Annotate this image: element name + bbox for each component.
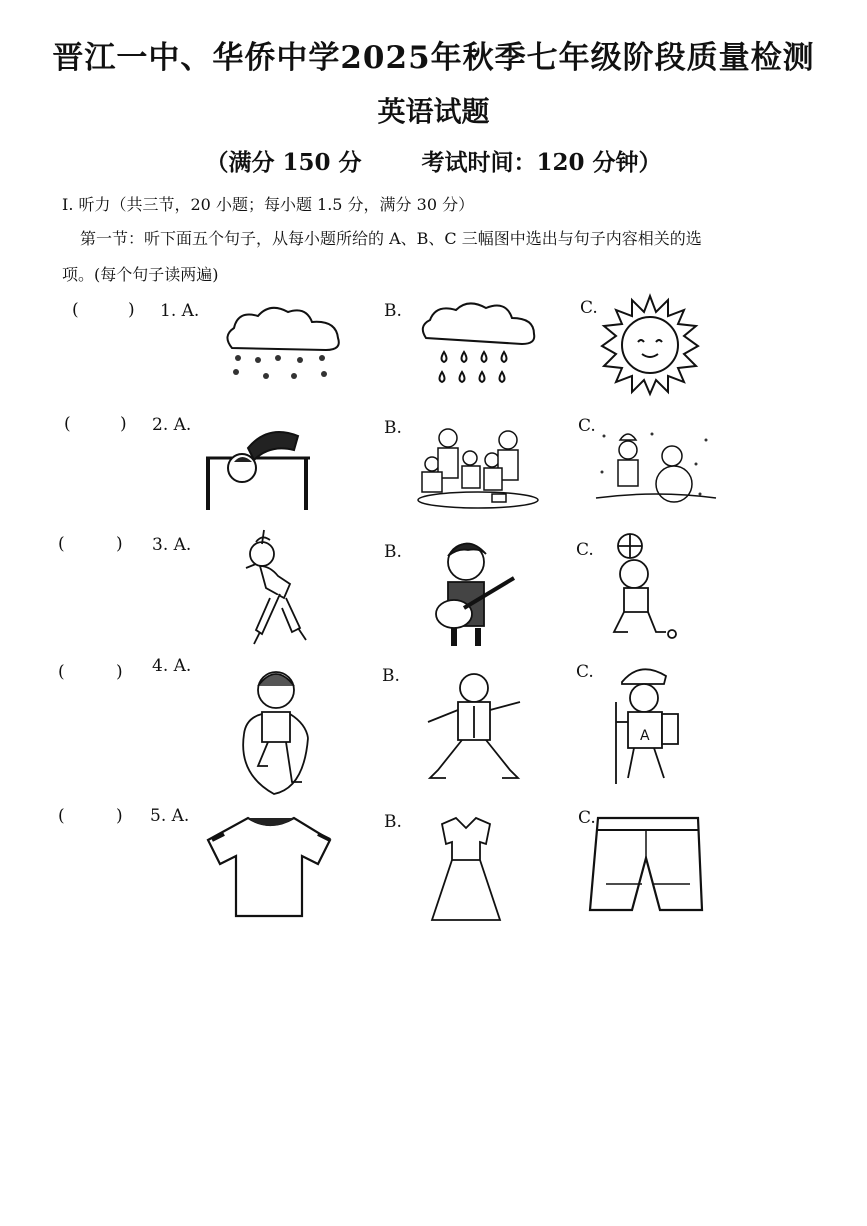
option-c-label: C. xyxy=(578,416,596,436)
answer-paren-open: ( xyxy=(64,414,71,434)
girl-exercising-icon[interactable] xyxy=(238,528,324,648)
option-b-label: B. xyxy=(384,812,402,832)
section-heading: I. 听力（共三节，20 小题；每小题 1.5 分，满分 30 分） xyxy=(62,195,475,214)
sun-icon[interactable] xyxy=(598,294,702,396)
rain-cloud-icon[interactable] xyxy=(418,298,538,388)
option-c-label: C. xyxy=(578,808,596,828)
boy-hiking-icon[interactable] xyxy=(604,662,690,786)
boy-guitar-icon[interactable] xyxy=(428,538,520,648)
snow-cloud-icon[interactable] xyxy=(222,300,347,385)
answer-paren-open: ( xyxy=(72,300,79,320)
question-number: 3. A. xyxy=(152,535,192,555)
answer-blank[interactable]: ) xyxy=(116,806,123,826)
girl-skipping-icon[interactable] xyxy=(240,664,314,796)
t-shirt-icon[interactable] xyxy=(210,814,332,920)
option-b-label: B. xyxy=(384,418,402,438)
boy-basketball-icon[interactable] xyxy=(604,532,682,646)
answer-paren-open: ( xyxy=(58,806,65,826)
family-picnic-icon[interactable] xyxy=(410,424,546,510)
question-number: 1. A. xyxy=(160,301,200,321)
question-number: 2. A. xyxy=(152,415,192,435)
option-b-label: B. xyxy=(382,666,400,686)
shorts-icon[interactable] xyxy=(592,814,704,914)
exam-info xyxy=(0,144,867,177)
answer-blank[interactable]: ) xyxy=(116,662,123,682)
exam-time: 考试时间：120 分钟） xyxy=(421,149,662,176)
svg-text:A: A xyxy=(640,728,650,744)
option-c-label: C. xyxy=(576,662,594,682)
instruction-line-1: 第一节：听下面五个句子，从每小题所给的 A、B、C 三幅图中选出与句子内容相关的选 xyxy=(80,229,702,248)
exam-title: 晋江一中、华侨中学2025年秋季七年级阶段质量检测 xyxy=(52,40,815,76)
answer-paren-open: ( xyxy=(58,662,65,682)
snowman-icon[interactable] xyxy=(596,428,716,510)
option-c-label: C. xyxy=(576,540,594,560)
exam-subtitle: 英语试题 xyxy=(377,95,490,128)
full-score: （满分 150 分 xyxy=(205,149,362,176)
answer-blank[interactable]: ) xyxy=(120,414,127,434)
answer-paren-open: ( xyxy=(58,534,65,554)
answer-blank[interactable]: ) xyxy=(128,300,135,320)
man-taichi-icon[interactable] xyxy=(420,666,528,784)
question-number: 4. A. xyxy=(152,656,192,676)
option-c-label: C. xyxy=(580,298,598,318)
question-number: 5. A. xyxy=(150,806,190,826)
answer-blank[interactable]: ) xyxy=(116,534,123,554)
option-b-label: B. xyxy=(384,542,402,562)
dress-icon[interactable] xyxy=(430,814,502,926)
option-b-label: B. xyxy=(384,301,402,321)
instruction-line-2: 项。(每个句子读两遍) xyxy=(62,265,219,284)
high-jump-icon[interactable] xyxy=(204,418,312,512)
